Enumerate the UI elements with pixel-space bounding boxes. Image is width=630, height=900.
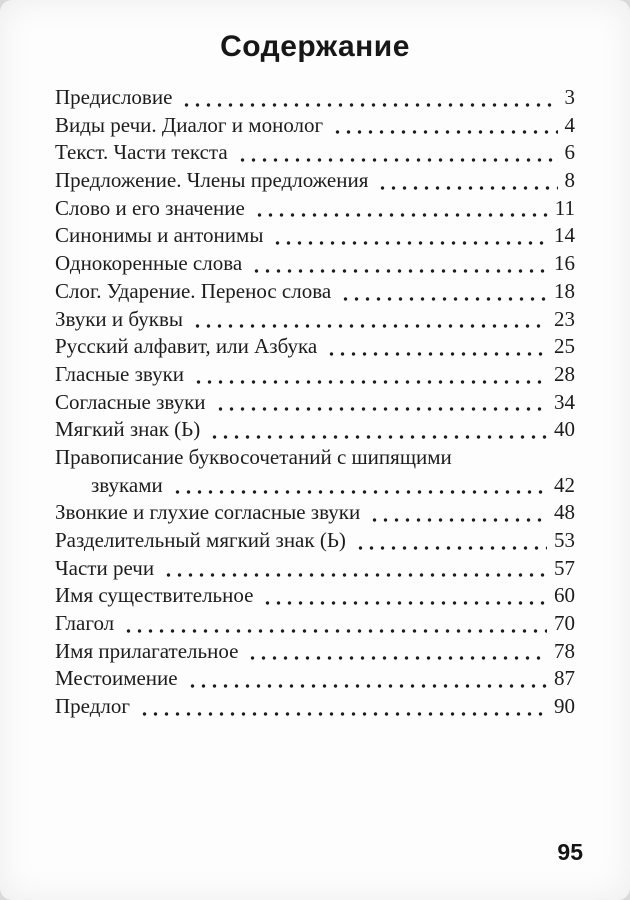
toc-entry-page: 53 bbox=[554, 528, 575, 552]
toc-entry-title: Звонкие и глухие согласные звуки bbox=[55, 500, 361, 525]
toc-entry-title: Правописание буквосочетаний с шипящими bbox=[55, 444, 452, 469]
toc-entry-title: Мягкий знак (Ь) bbox=[55, 417, 201, 442]
toc-entry bbox=[55, 416, 575, 444]
dot-leader bbox=[270, 222, 547, 250]
toc-entry-page: 34 bbox=[554, 389, 575, 414]
toc-entry bbox=[55, 139, 575, 167]
toc-entry bbox=[55, 582, 575, 610]
dot-leader bbox=[249, 250, 547, 278]
toc-entry-page: 3 bbox=[564, 85, 575, 109]
toc-list bbox=[55, 84, 575, 721]
toc-entry-title: Имя существительное bbox=[55, 583, 254, 608]
toc-entry bbox=[55, 610, 575, 638]
toc-entry-page: 8 bbox=[564, 168, 575, 193]
toc-entry bbox=[55, 638, 575, 666]
toc-entry bbox=[55, 472, 575, 500]
toc-entry-page: 18 bbox=[554, 278, 575, 303]
toc-entry-page: 4 bbox=[564, 112, 575, 137]
toc-entry bbox=[55, 167, 575, 195]
toc-entry-title: Предлог bbox=[55, 694, 130, 719]
page-title: Содержание bbox=[220, 30, 410, 63]
toc-entry-page: 28 bbox=[554, 361, 575, 386]
toc-entry-page: 57 bbox=[554, 555, 575, 580]
toc-entry bbox=[55, 306, 575, 334]
toc-entry bbox=[55, 278, 575, 306]
toc-entry bbox=[55, 250, 575, 278]
toc-entry-title: Звуки и буквы bbox=[55, 306, 184, 331]
toc-entry bbox=[55, 527, 575, 555]
toc-entry-page: 14 bbox=[554, 223, 575, 248]
toc-entry-title: Синонимы и антонимы bbox=[55, 223, 264, 248]
dot-leader bbox=[353, 527, 547, 555]
toc-entry-title: Текст. Части текста bbox=[55, 140, 228, 165]
toc-entry-page: 16 bbox=[554, 251, 575, 276]
dot-leader bbox=[121, 610, 547, 638]
toc-entry bbox=[55, 389, 575, 417]
toc-entry-page: 11 bbox=[554, 195, 575, 220]
toc-entry-title: Предисловие bbox=[55, 85, 173, 109]
toc-entry bbox=[55, 84, 575, 112]
dot-leader bbox=[245, 638, 547, 666]
toc-entry-title: Русский алфавит, или Азбука bbox=[55, 334, 318, 359]
toc-entry bbox=[55, 195, 575, 223]
dot-leader bbox=[170, 472, 547, 500]
toc-entry bbox=[55, 222, 575, 250]
toc-entry-page: 60 bbox=[554, 583, 575, 608]
toc-entry-title: Согласные звуки bbox=[55, 389, 206, 414]
toc-entry-title: Однокоренные слова bbox=[55, 251, 243, 276]
toc-entry-page: 23 bbox=[554, 306, 575, 331]
dot-leader bbox=[375, 167, 557, 195]
dot-leader bbox=[179, 84, 557, 112]
toc-entry-title: Глагол bbox=[55, 611, 115, 636]
toc-entry-title: звуками bbox=[91, 472, 163, 497]
dot-leader bbox=[338, 278, 547, 306]
toc-entry-page: 40 bbox=[554, 417, 575, 442]
toc-entry-title: Имя прилагательное bbox=[55, 638, 239, 663]
toc-entry-page: 90 bbox=[554, 694, 575, 719]
dot-leader bbox=[260, 582, 547, 610]
dot-leader bbox=[207, 416, 547, 444]
dot-leader bbox=[191, 361, 547, 389]
dot-leader bbox=[185, 665, 547, 693]
toc-entry-page: 6 bbox=[564, 140, 575, 165]
dot-leader bbox=[213, 389, 547, 417]
dot-leader bbox=[367, 499, 547, 527]
toc-entry bbox=[55, 444, 575, 472]
toc-entry bbox=[55, 693, 575, 721]
toc-entry-title: Предложение. Члены предложения bbox=[55, 168, 369, 193]
toc-entry-title: Слово и его значение bbox=[55, 195, 245, 220]
toc-entry bbox=[55, 499, 575, 527]
dot-leader bbox=[137, 693, 547, 721]
dot-leader bbox=[190, 306, 547, 334]
dot-leader bbox=[330, 112, 557, 140]
toc-entry bbox=[55, 361, 575, 389]
toc-entry-title: Гласные звуки bbox=[55, 361, 185, 386]
toc-entry-title: Местоимение bbox=[55, 666, 178, 691]
toc-entry bbox=[55, 665, 575, 693]
toc-entry bbox=[55, 555, 575, 583]
toc-entry-page: 48 bbox=[554, 500, 575, 525]
toc-entry-title: Части речи bbox=[55, 555, 155, 580]
dot-leader bbox=[324, 333, 547, 361]
toc-entry-page: 25 bbox=[554, 334, 575, 359]
toc-entry bbox=[55, 333, 575, 361]
toc-entry-title: Разделительный мягкий знак (Ь) bbox=[55, 528, 346, 552]
dot-leader bbox=[235, 139, 558, 167]
toc-entry-page: 42 bbox=[554, 472, 575, 497]
toc-entry-title: Виды речи. Диалог и монолог bbox=[55, 112, 324, 137]
toc-entry bbox=[55, 112, 575, 140]
toc-entry-title: Слог. Ударение. Перенос слова bbox=[55, 278, 332, 303]
toc-entry-page: 78 bbox=[554, 638, 575, 663]
toc-entry-page: 87 bbox=[554, 666, 575, 691]
dot-leader bbox=[252, 195, 548, 223]
toc-entry-page: 70 bbox=[554, 611, 575, 636]
page-number: 95 bbox=[557, 839, 583, 865]
dot-leader bbox=[161, 555, 547, 583]
